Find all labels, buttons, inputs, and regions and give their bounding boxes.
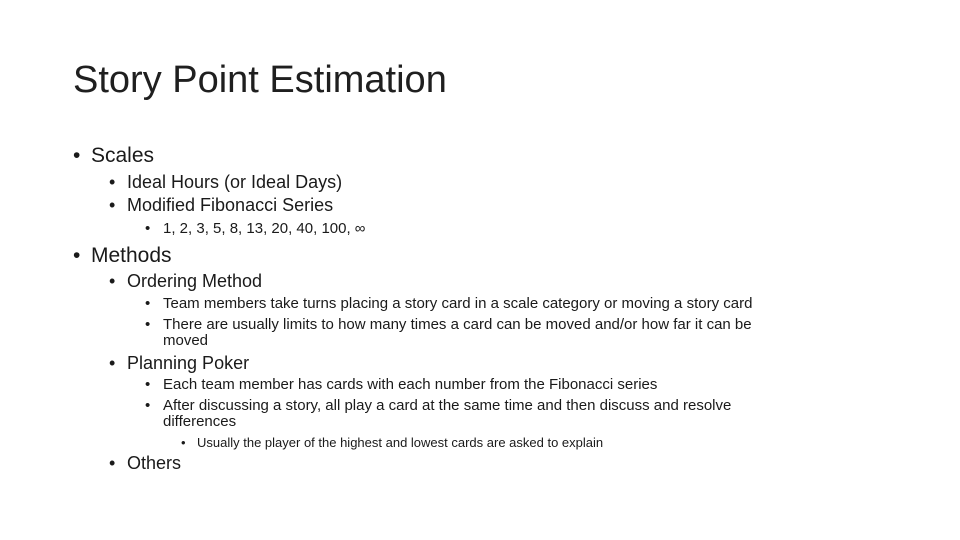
bullet-ordering-2 — [145, 316, 752, 334]
bullet-glyph: • — [145, 376, 151, 393]
bullet-ordering-1 — [145, 295, 752, 313]
bullet-text: Each team member has cards with each number from the Fibonacci series — [163, 376, 658, 393]
bullet-fibonacci — [109, 194, 333, 216]
bullet-glyph: • — [109, 195, 116, 215]
bullet-glyph: • — [109, 453, 116, 473]
bullet-ordering-2-continued: moved — [163, 332, 209, 349]
bullet-glyph: • — [145, 316, 151, 333]
bullet-text: 1, 2, 3, 5, 8, 13, 20, 40, 100, ∞ — [163, 220, 366, 237]
bullet-ordering-method — [109, 270, 262, 292]
slide-title: Story Point Estimation — [73, 59, 447, 101]
bullet-poker-2-continued: differences — [163, 413, 237, 430]
bullet-text: After discussing a story, all play a card at the same time and then discuss and resolve — [163, 397, 732, 414]
bullet-glyph: • — [73, 244, 81, 267]
bullet-text: Usually the player of the highest and lowest cards are asked to explain — [197, 435, 604, 450]
bullet-glyph: • — [109, 271, 116, 291]
bullet-others — [109, 452, 181, 474]
bullet-text: Planning Poker — [127, 353, 250, 373]
bullet-methods — [73, 243, 172, 269]
bullet-glyph: • — [181, 435, 186, 450]
bullet-glyph: • — [109, 172, 116, 192]
bullet-scales — [73, 143, 154, 169]
bullet-text: Others — [127, 453, 182, 473]
bullet-planning-poker — [109, 352, 249, 374]
bullet-glyph: • — [145, 397, 151, 414]
bullet-poker-2-sub — [181, 435, 603, 451]
bullet-fib-values — [145, 220, 366, 238]
bullet-text: Modified Fibonacci Series — [127, 195, 334, 215]
bullet-glyph: • — [145, 220, 151, 237]
bullet-text: Ideal Hours (or Ideal Days) — [127, 172, 343, 192]
bullet-text: Methods — [91, 244, 172, 267]
bullet-text: Ordering Method — [127, 271, 263, 291]
bullet-poker-1 — [145, 376, 657, 394]
bullet-glyph: • — [73, 144, 81, 167]
bullet-ideal-hours — [109, 171, 342, 193]
bullet-text: There are usually limits to how many times a card can be moved and/or how far it can be — [163, 316, 752, 333]
bullet-text: Team members take turns placing a story card in a scale category or moving a story card — [163, 295, 753, 312]
bullet-glyph: • — [109, 353, 116, 373]
bullet-text: Scales — [91, 144, 155, 167]
bullet-glyph: • — [145, 295, 151, 312]
